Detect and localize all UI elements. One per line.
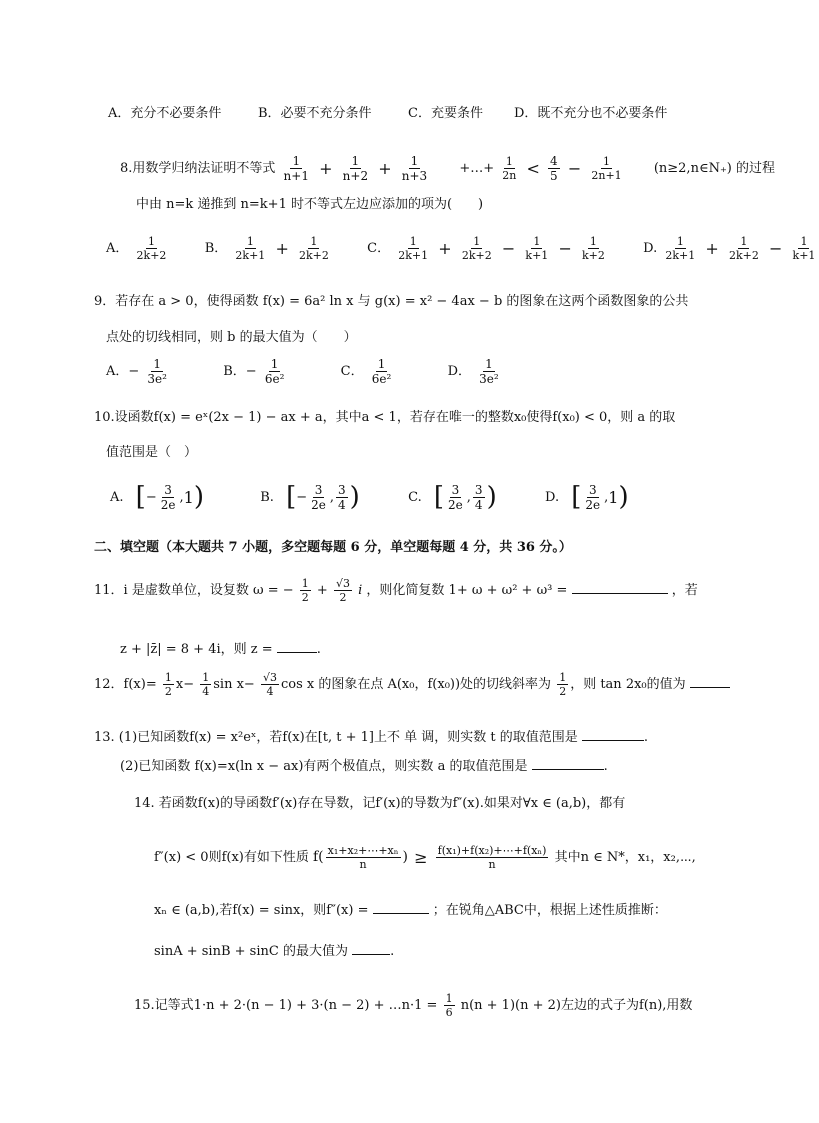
q8-c-frac1: $\frac{1}{2k+1}$ (398, 235, 429, 262)
q8-stem: 8.用数学归纳法证明不等式 (120, 161, 276, 176)
q14-line4-text: sinA + sinB + sinC 的最大值为 (154, 944, 348, 959)
q12-frac-sqrt3: $\frac{√3}{4}$ (262, 671, 277, 698)
q10-option-d-label: D. (545, 490, 560, 506)
q13-blank-2[interactable] (532, 757, 604, 770)
q12-blank[interactable] (690, 675, 730, 688)
q7-option-a: A．充分不必要条件 (108, 106, 222, 121)
section-2-heading: 二、填空题（本大题共 7 小题，多空题每题 6 分，单空题每题 4 分，共 36 分。） (94, 540, 572, 555)
q7-option-b: B．必要不充分条件 (258, 106, 372, 121)
q9-a-frac: $\frac{1}{\text{3e²}}$ (147, 357, 167, 386)
q9-option-d-label: D． (447, 364, 472, 379)
q14-frac-rhs: $\frac{\text{f(x₁)+f(x₂)+⋯+f(xₙ)}}{n}$ (437, 844, 547, 871)
q8-option-d-label: D. (643, 241, 658, 256)
q15-stem: 15.记等式1·n + 2·(n − 1) + 3·(n − 2) + …n·1 = (134, 998, 438, 1013)
q9-d-frac: $\frac{1}{\text{3e²}}$ (479, 357, 499, 386)
q8-c-frac4: $\frac{1}{k+2}$ (581, 235, 605, 262)
q8-c-frac2: $\frac{1}{2k+2}$ (461, 235, 492, 262)
q8-condition: (n≥2,n∈N₊) 的过程 (653, 161, 776, 176)
q10-option-b-label: B. (260, 490, 274, 506)
q11-line1: 11．i 是虚数单位，设复数 ω = − $\frac{1}{2}$ + $\frac{√3}{2}$ i ，则化简复数 1+ ω + ω² + ω³ = ，若 (94, 577, 698, 604)
q9-b-frac: $\frac{1}{\text{6e²}}$ (264, 357, 285, 386)
q10-c-frac2: $\frac{3}{4}$ (474, 483, 483, 513)
q13-line1: 13. (1)已知函数f(x) = x²eˣ，若f(x)在[t, t + 1]上不 单 调，则实数 t 的取值范围是 . (94, 730, 649, 745)
q8-d-frac3: $\frac{1}{k+1}$ (792, 235, 816, 262)
q8-frac-1: $\frac{1}{n+1}$ (283, 154, 309, 183)
q10-b-frac2: $\frac{3}{4}$ (338, 483, 346, 513)
q10-a-frac: $\frac{3}{2e}$ (160, 483, 176, 513)
q13-part1: 13. (1)已知函数f(x) = x²eˣ，若f(x)在[t, t + 1]上不 单 调，则实数 t 的取值范围是 (94, 730, 578, 745)
q14-line3: xₙ ∈ (a,b),若f(x) = sinx，则f″(x) = ；在锐角△ABC中，根据上述性质推断： (154, 903, 667, 918)
q11-stem: 11．i 是虚数单位，设复数 ω = − (94, 583, 294, 598)
q8-option-a-label: A． (106, 241, 129, 256)
q8-option-b-label: B． (204, 241, 228, 256)
q8-option-c-label: C． (367, 241, 391, 256)
q10-option-c-label: C. (408, 490, 422, 506)
q12-frac-half: $\frac{1}{2}$ (164, 671, 172, 698)
q10-d-frac: $\frac{3}{2e}$ (585, 483, 601, 513)
q13-line2: (2)已知函数 f(x)=x(ln x − ax)有两个极值点，则实数 a 的取值范围是 . (120, 759, 608, 774)
q8-b-frac2: $\frac{1}{2k+2}$ (298, 235, 329, 262)
q10-b-frac1: $\frac{3}{2e}$ (311, 483, 326, 513)
q8-a-frac: $\frac{1}{2k+2}$ (136, 235, 167, 262)
q9-line2: 点处的切线相同，则 b 的最大值为（ ） (106, 330, 357, 345)
q14-line3-text: xₙ ∈ (a,b),若f(x) = sinx，则f″(x) = (154, 903, 369, 918)
q8-frac-3: $\frac{1}{n+3}$ (401, 154, 428, 183)
q14-line1: 14. 若函数f(x)的导函数f′(x)存在导数，记f′(x)的导数为f″(x).如果对∀x ∈ (a,b)，都有 (134, 796, 626, 811)
q8-line2: 中由 n=k 递推到 n=k+1 时不等式左边应添加的项为( ) (136, 197, 484, 212)
q10-option-a-label: A. (110, 490, 124, 506)
q8-frac-2: $\frac{1}{n+2}$ (342, 154, 369, 183)
q11-mid: ，则化简复数 1+ ω + ω² + ω³ = (366, 583, 568, 598)
q8-d-frac1: $\frac{1}{2k+1}$ (665, 235, 696, 262)
q15-frac-sixth: $\frac{1}{6}$ (445, 992, 453, 1019)
q8-frac-6: $\frac{1}{2n+1}$ (591, 155, 622, 182)
q9-option-a-label: A．− (106, 364, 140, 379)
q8-frac-4: $\frac{1}{2n}$ (502, 155, 517, 182)
q15-line: 15.记等式1·n + 2·(n − 1) + 3·(n − 2) + …n·1 = $\frac{1}{6}$ n(n + 1)(n + 2)左边的式子为f(n),用数 (134, 992, 693, 1019)
q8-frac-5: $\frac{4}{5}$ (550, 154, 558, 183)
q10-options: A. [− $\frac{3}{2e}$ ,1) B. [− $\frac{3}{2e}$ , $\frac{3}{4}$ ) C. [ $\frac{3}{2e}$ , $\frac{3}{4}$ ) D. [ $\frac{3}{2e}$ ,1) (110, 482, 629, 513)
q9-options (106, 358, 503, 385)
q9-option-c-label: C． (340, 364, 364, 379)
q10-c-frac1: $\frac{3}{2e}$ (448, 483, 463, 513)
q14-blank-1[interactable] (373, 901, 429, 914)
q12-frac-quarter: $\frac{1}{4}$ (202, 671, 210, 698)
q8-b-frac1: $\frac{1}{2k+1}$ (235, 235, 266, 262)
q8-dots: +…+ (459, 161, 495, 176)
q14-line2-text: f″(x) < 0则f(x)有如下性质 (154, 850, 309, 865)
q11-frac-sqrt3: $\frac{√3}{2}$ (335, 577, 350, 604)
q8-line1: 8.用数学归纳法证明不等式 $\frac{1}{n+1}$ + $\frac{1}{n+2}$ + $\frac{1}{n+3}$ +…+ $\frac{1}{2n}$ < $\frac{4}{5}$ − $\frac{1}{2n+1}$ (n≥2,n∈N₊) 的过程 (120, 154, 776, 183)
q13-part2: (2)已知函数 f(x)=x(ln x − ax)有两个极值点，则实数 a 的取值范围是 (120, 759, 528, 774)
q12-line: 12．f(x)= $\frac{1}{2}$ x− $\frac{1}{4}$ sin x− $\frac{√3}{4}$ cos x 的图象在点 A(x₀，f(x₀))处的切线斜率为 $\frac{1}{2}$ ，则 tan 2x₀的值为 (94, 672, 730, 697)
q14-frac-lhs: $\frac{\text{x₁+x₂+⋯+xₙ}}{n}$ (327, 844, 399, 871)
q14-line4: sinA + sinB + sinC 的最大值为 . (154, 944, 395, 959)
q11-line2-text: z + |z̄| = 8 + 4i，则 z = (120, 642, 273, 657)
q8-c-frac3: $\frac{1}{k+1}$ (525, 235, 549, 262)
q9-line1: 9．若存在 a > 0，使得函数 f(x) = 6a² ln x 与 g(x) = x² − 4ax − b 的图象在这两个函数图象的公共 (94, 294, 689, 309)
q7-option-d: D．既不充分也不必要条件 (514, 106, 668, 121)
q9-c-frac: $\frac{1}{\text{6e²}}$ (371, 357, 392, 386)
q9-option-b-label: B．− (223, 364, 257, 379)
q13-blank-1[interactable] (582, 728, 644, 741)
q12-frac-slope: $\frac{1}{2}$ (559, 671, 567, 698)
q11-blank-2[interactable] (277, 640, 317, 653)
q11-blank-1[interactable] (572, 581, 668, 594)
q8-options: A． $\frac{1}{2k+2}$ B． $\frac{1}{2k+1}$ + $\frac{1}{2k+2}$ C． $\frac{1}{2k+1}$ + $\frac{1}{2k+2}$ − $\frac{1}{k+1}$ − $\frac{1}{k+2}$ D. $\frac{1}{2k+1}$ + $\frac{1}{2k+2}$ − $\frac{1}{k+1}$ (106, 235, 816, 262)
q14-blank-2[interactable] (352, 942, 390, 955)
q10-line1: 10.设函数f(x) = eˣ(2x − 1) − ax + a，其中a < 1，若存在唯一的整数x₀使得f(x₀) < 0，则 a 的取 (94, 410, 676, 425)
q11-line2: z + |z̄| = 8 + 4i，则 z = . (120, 642, 321, 657)
q14-line2: f″(x) < 0则f(x)有如下性质 f( $\frac{\text{x₁+x₂+⋯+xₙ}}{n}$ ) ≥ $\frac{\text{f(x₁)+f(x₂)+⋯+f(xₙ)}}{n}$ 其中n ∈ N*，x₁，x₂,⋯, (154, 844, 696, 871)
q10-line2: 值范围是（ ） (106, 445, 198, 460)
q7-option-c: C．充要条件 (408, 106, 483, 121)
q8-d-frac2: $\frac{1}{2k+2}$ (728, 235, 759, 262)
q11-frac-half: $\frac{1}{2}$ (301, 577, 309, 604)
